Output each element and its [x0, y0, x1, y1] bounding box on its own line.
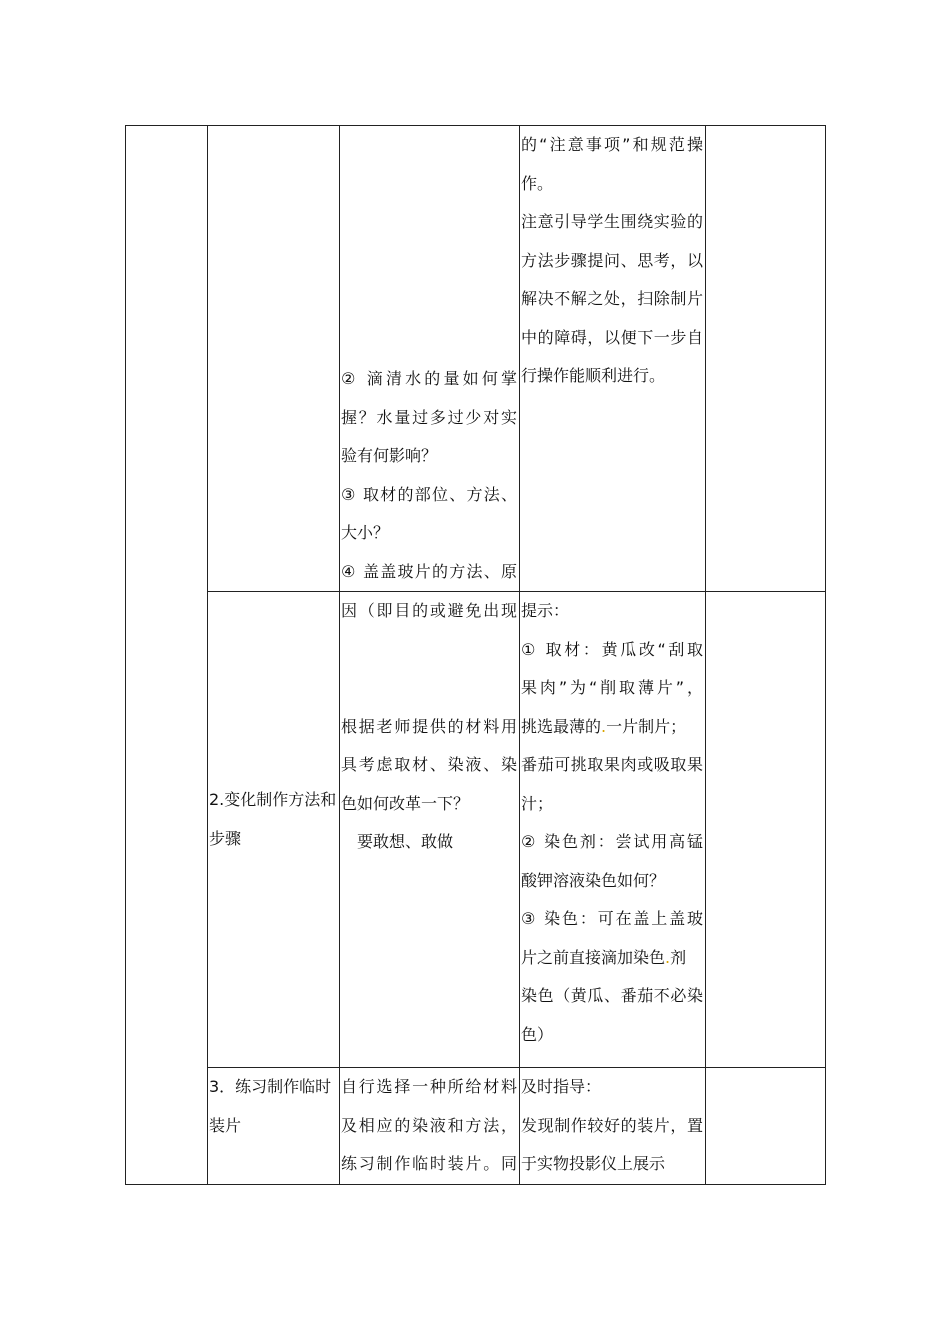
text-line	[521, 939, 703, 978]
text-line: 握？水量过多过少对实	[341, 407, 517, 427]
table-cell	[340, 1068, 520, 1185]
text-line: 染色（黄瓜、番茄不必染	[521, 986, 703, 1005]
highlight-dot: .	[665, 947, 671, 967]
text-line: 要敢想、敢做	[357, 832, 454, 851]
text-line: 色如何改革一下？	[341, 793, 470, 813]
text-line: 及相应的染液和方法，	[341, 1115, 517, 1135]
text-line: 解决不解之处，扫除制片	[521, 289, 703, 308]
text-line: 行操作能顺利进行。	[521, 366, 666, 385]
text-line: 步骤	[209, 828, 242, 848]
text-fragment: 挑选最薄的	[521, 716, 602, 736]
text-line: 中的障碍，以便下一步自	[521, 327, 703, 347]
text-line: 提示：	[521, 601, 570, 620]
text-line: 方法步骤提问、思考，以	[521, 250, 703, 270]
table-cell	[706, 592, 826, 1068]
table-cell	[208, 126, 340, 592]
text-line: 自行选择一种所给材料	[341, 1077, 517, 1096]
table-cell	[208, 1068, 340, 1185]
text-line: ② 染色剂：尝试用高锰	[521, 832, 703, 851]
text-line: 发现制作较好的装片，置	[521, 1115, 703, 1135]
text-line: ② 滴清水的量如何掌	[341, 369, 517, 388]
text-line	[521, 708, 703, 747]
table-cell	[126, 126, 208, 1185]
table-cell	[340, 126, 520, 592]
text-line: ① 取材：黄瓜改“刮取	[521, 639, 703, 659]
text-fragment: 片之前直接滴加染色	[521, 947, 666, 967]
table-cell	[520, 592, 706, 1068]
text-line: 大小？	[341, 523, 390, 542]
text-line: 的“注意事项”和规范操	[521, 135, 703, 154]
table-cell	[520, 126, 706, 592]
text-line: 作。	[521, 173, 554, 193]
text-line: 2.变化制作方法和	[209, 790, 337, 809]
text-fragment: 一片制片；	[606, 716, 687, 736]
lesson-plan-table	[125, 125, 826, 1185]
text-line: 注意引导学生围绕实验的	[521, 212, 703, 231]
text-line: 因（即目的或避免出现	[341, 601, 517, 620]
text-line: 番茄可挑取果肉或吸取果	[521, 755, 703, 774]
text-line: 具考虑取材、染液、染	[341, 755, 517, 774]
text-line: 3．练习制作临时	[209, 1077, 332, 1096]
table-row	[126, 1068, 826, 1185]
text-line: ③ 取材的部位、方法、	[341, 484, 517, 504]
text-line: 练习制作临时装片。同	[341, 1154, 517, 1173]
text-line: 酸钾溶液染色如何？	[521, 870, 666, 890]
text-line: 及时指导：	[521, 1077, 602, 1096]
table-row	[126, 126, 826, 592]
text-line: ④ 盖盖玻片的方法、原	[341, 561, 517, 581]
highlight-dot: .	[601, 716, 607, 736]
table-cell	[706, 1068, 826, 1185]
table-cell	[706, 126, 826, 592]
text-line: 果肉”为“削取薄片”，	[521, 678, 703, 697]
text-fragment: 剂	[670, 947, 687, 967]
text-line: 汁；	[521, 793, 554, 813]
table-cell	[340, 592, 520, 1068]
table-cell	[208, 592, 340, 1068]
text-line: 于实物投影仪上展示	[521, 1154, 666, 1173]
text-line: 根据老师提供的材料用	[341, 716, 517, 736]
text-line: ③ 染色：可在盖上盖玻	[521, 909, 703, 928]
text-line: 色）	[521, 1024, 554, 1044]
text-line: 验有何影响？	[341, 446, 438, 465]
table-cell	[520, 1068, 706, 1185]
text-line: 装片	[209, 1115, 242, 1135]
table-row	[126, 592, 826, 1068]
